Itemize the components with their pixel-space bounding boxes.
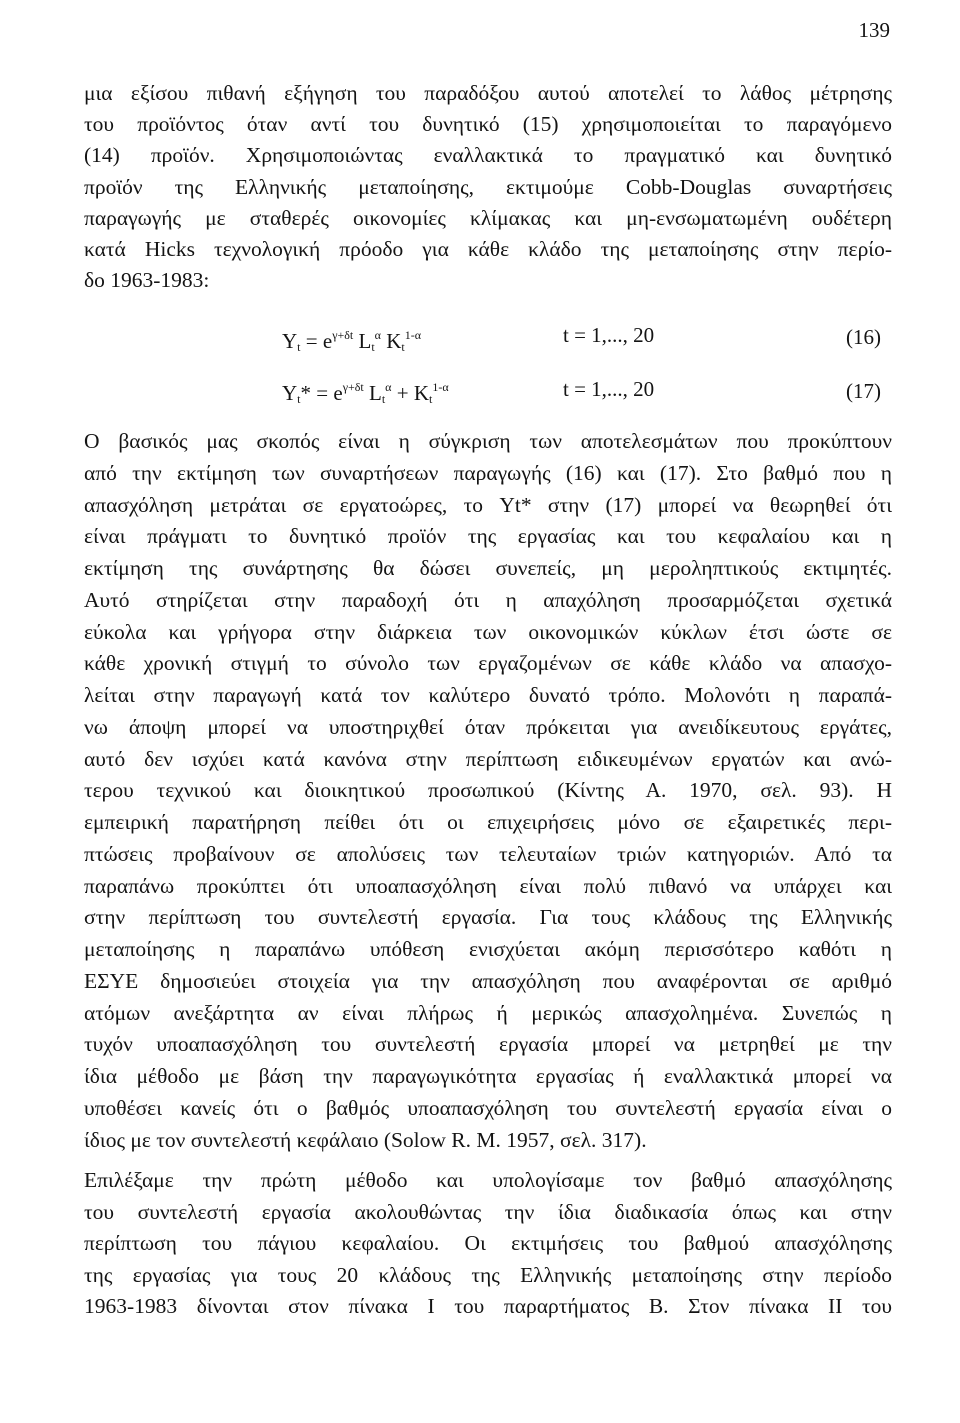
text-line: εμπειρική παρατήρηση πείθει ότι οι επιχειρήσεις μόνο σε εξαιρετικές περι- xyxy=(84,810,892,834)
equation-17-range: t = 1,..., 20 xyxy=(563,377,655,401)
text-line: κατά Hicks τεχνολογική πρόοδο για κάθε κλάδο της μεταποίησης στην περίο- xyxy=(84,237,892,261)
text-line: ίδιος με τον συντελεστή κεφάλαιο (Solow R. M. 1957, σελ. 317). xyxy=(84,1127,647,1152)
text-line: Αυτό στηρίζεται στην παραδοχή ότι η απαχόληση προσαρμόζεται σχετικά xyxy=(84,587,892,612)
text-line: παραπάνω προκύπτει ότι υποαπασχόληση είναι πολύ πιθανό να υπάρχει και xyxy=(84,873,892,898)
text-line: εύκολα και γρήγορα στην διάρκεια των οικονομικών κύκλων έτσι ώστε σε xyxy=(84,619,892,644)
text-line: υποθέσει κανείς ότι ο βαθμός υποαπασχόληση του συντελεστή εργασία είναι ο xyxy=(84,1095,892,1120)
text-line: είναι πράγματι το δυνητικό προϊόν της εργασίας και του κεφαλαίου και η xyxy=(84,524,892,549)
text-line: αυτό δεν ισχύει κατά κανόνα στην περίπτωση ειδικευμένων εργατών και ανώ- xyxy=(84,746,892,771)
eq16-K-exponent: 1-α xyxy=(404,328,422,342)
eq16-lhs-sub: t xyxy=(297,340,301,354)
text-line: του συντελεστή εργασία ακολουθώντας την ίδια διαδικασία όπως και στην xyxy=(84,1199,892,1224)
text-line: ΕΣΥΕ δημοσιεύει στοιχεία για την απασχόληση που αναφέρονται σε αριθμό xyxy=(84,968,892,993)
text-line: ίδια μέθοδο με βάση την παραγωγικότητα εργασίας ή εναλλακτικά μπορεί να xyxy=(84,1064,892,1088)
text-line: πτώσεις προβαίνουν σε απολύσεις των τελευταίων τριών κατηγοριών. Από τα xyxy=(84,841,892,866)
text-line: (14) προϊόν. Χρησιμοποιώντας εναλλακτικά το πραγματικό και δυνητικό xyxy=(84,143,892,168)
text-line: Επιλέξαμε την πρώτη μέθοδο και υπολογίσαμε τον βαθμό απασχόλησης xyxy=(84,1168,892,1192)
eq17-lhs-star: * xyxy=(300,381,312,405)
text-line: Ο βασικός μας σκοπός είναι η σύγκριση των αποτελεσμάτων που προκύπτουν xyxy=(84,429,892,453)
eq16-L-exponent: α xyxy=(374,328,381,342)
text-line: εκτίμηση της συνάρτησης θα δώσει συνεπείς, μη μεροληπτικούς εκτιμητές. xyxy=(84,556,892,580)
equation-16-number: (16) xyxy=(846,325,881,349)
text-line: από την εκτίμηση των συναρτήσεων παραγωγής (16) και (17). Στο βαθμό που η xyxy=(84,460,892,485)
eq17-K-exponent: 1-α xyxy=(432,380,449,394)
eq17-lhs: Y xyxy=(282,381,298,405)
text-line: στην περίπτωση του συντελεστή εργασία. Για τους κλάδους της Ελληνικής xyxy=(84,905,892,930)
text-line: της εργασίας για τους 20 κλάδους της Ελληνικής μεταποίησης στην περίοδο xyxy=(84,1262,892,1287)
text-line: του προϊόντος όταν αντί του δυνητικό (15) χρησιμοποιείται το παραγόμενο xyxy=(84,112,892,137)
equation-16-range: t = 1,..., 20 xyxy=(563,323,655,347)
text-line: 1963-1983 δίνονται στον πίνακα Ι του παραρτήματος Β. Στον πίνακα ΙΙ του xyxy=(84,1294,892,1318)
text-line: προϊόν της Ελληνικής μεταποίησης, εκτιμούμε Cobb-Douglas συναρτήσεις xyxy=(84,174,892,199)
text-line: παραγωγής με σταθερές οικονομίες κλίμακας και μη-ενσωματωμένη ουδέτερη xyxy=(84,205,892,230)
text-line: τυχόν υποαπασχόληση του συντελεστή εργασία μπορεί να μετρηθεί με την xyxy=(84,1032,892,1057)
text-line: τερου τεχνικού και διοικητικού προσωπικού (Κίντης Α. 1970, σελ. 93). Η xyxy=(84,778,892,803)
text-line: απασχόληση μετράται σε εργατοώρες, το Yt* στην (17) μπορεί να θεωρηθεί ότι xyxy=(84,492,892,517)
text-line: κάθε χρονική στιγμή το σύνολο των εργαζομένων σε κάθε κλάδο να απασχο- xyxy=(84,651,892,676)
eq17-lhs-sub: t xyxy=(297,392,301,406)
text-line: μεταποίησης η παραπάνω υπόθεση ενισχύεται ακόμη περισσότερο καθότι η xyxy=(84,937,892,961)
eq17-L-exponent: α xyxy=(385,380,392,394)
page-number: 139 xyxy=(858,18,890,42)
equation-16-formula: $Y_t = e^{\gamma+\delta t}$ $L_t^\alpha$ $K_t^{1-\alpha}$ xyxy=(282,328,422,354)
text-line: περίπτωση του πάγιου κεφαλαίου. Οι εκτιμήσεις του βαθμού απασχόλησης xyxy=(84,1231,892,1255)
eq16-exponent: γ+δt xyxy=(332,328,354,342)
text-line: μια εξίσου πιθανή εξήγηση του παραδόξου αυτού αποτελεί το λάθος μέτρησης xyxy=(84,81,892,105)
text-line: δο 1963-1983: xyxy=(84,268,210,293)
equation-17-number: (17) xyxy=(846,379,881,403)
equation-17-formula: $Y_t* = e^{\gamma+\delta t}$ $L_t^\alpha + K_t^{1-\alpha}$ xyxy=(282,380,449,406)
text-line: νω άποψη μπορεί να υποστηριχθεί όταν πρόκειται για ανειδίκευτους εργάτες, xyxy=(84,714,892,739)
eq16-lhs: Y xyxy=(282,329,298,353)
eq17-exponent: γ+δt xyxy=(342,380,364,394)
text-line: ατόμων ανεξάρτητα αν είναι πλήρως ή μερικώς απασχολημένα. Συνεπώς η xyxy=(84,1000,892,1025)
eq17-operator: + xyxy=(396,381,409,405)
text-line: λείται στην παραγωγή κατά τον καλύτερο δυνατό τρόπο. Μολονότι η παραπά- xyxy=(84,683,892,707)
